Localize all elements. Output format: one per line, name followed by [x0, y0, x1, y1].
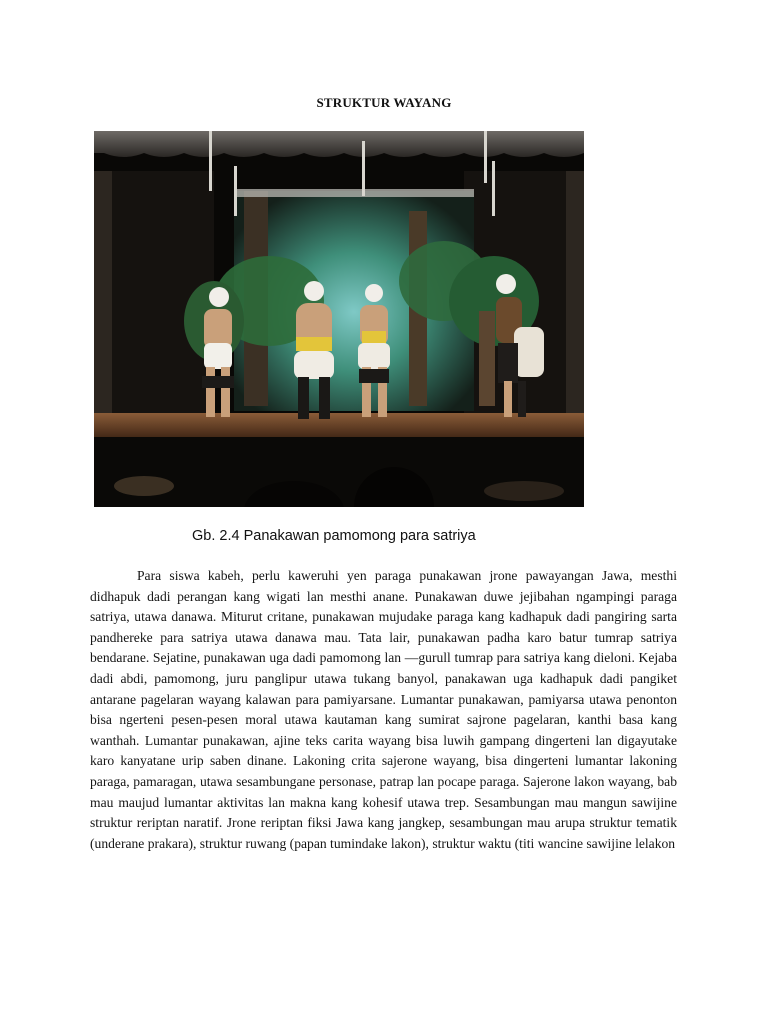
paragraph-text: Para siswa kabeh, perlu kaweruhi yen paraga punakawan jrone pawayangan Jawa, mesthi didhapuk dadi perangan kang wigati lan mesthi anane. Punakawan duwe jejibahan ngampingi paraga satriya, utawa danawa. Miturut critane, punakawan mujudake paraga kang kadhapuk dadi pangiring sarta pandhereke para satriya utawa danawa mau. Tata lair, punakawan padha karo batur tumrap satriya bendarane. Sejatine, punakawan uga dadi pamomong lan —gurull tumrap para satriya kang dieloni. Kejaba dadi abdi, pamomong, juru panglipur utawa tukang banyol, panakawan uga kadhapuk dadi pangiket antarane pagelaran wayang kalawan para pamiyarsane. Lumantar punakawan, pamiyarsa utawa penonton bisa ngerteni pesen-pesen moral utawa kautaman kang sumirat sajrone pagelaran, kanthi basa kang wanthah. Lumantar punakawan, ajine teks carita wayang bisa luwih gampang dingerteni lan digayutake karo kanyatane urip saben dinane. Lakoning crita sajerone wayang, bisa dingerteni lumantar lakoning paraga, pamaragan, utawa sesambungane personase, patrap lan pocape paraga. Sajerone lakon wayang, bab mau maujud lumantar aktivitas lan makna kang kohesif utawa trep. Sesambungan mau mangun sawijine struktur reriptan naratif. Jrone reriptan fiksi Jawa kang jangkep, sesambungan mau arupa struktur tematik (underane prakara), struktur ruwang (papan tumindake lakon), struktur waktu (titi wancine sawijine lelakon: [90, 568, 677, 851]
figure-caption: Gb. 2.4 Panakawan pamomong para satriya: [192, 528, 476, 544]
body-paragraph: [90, 566, 677, 854]
page-title: STRUKTUR WAYANG: [316, 95, 452, 110]
stage-photo: [94, 131, 584, 507]
